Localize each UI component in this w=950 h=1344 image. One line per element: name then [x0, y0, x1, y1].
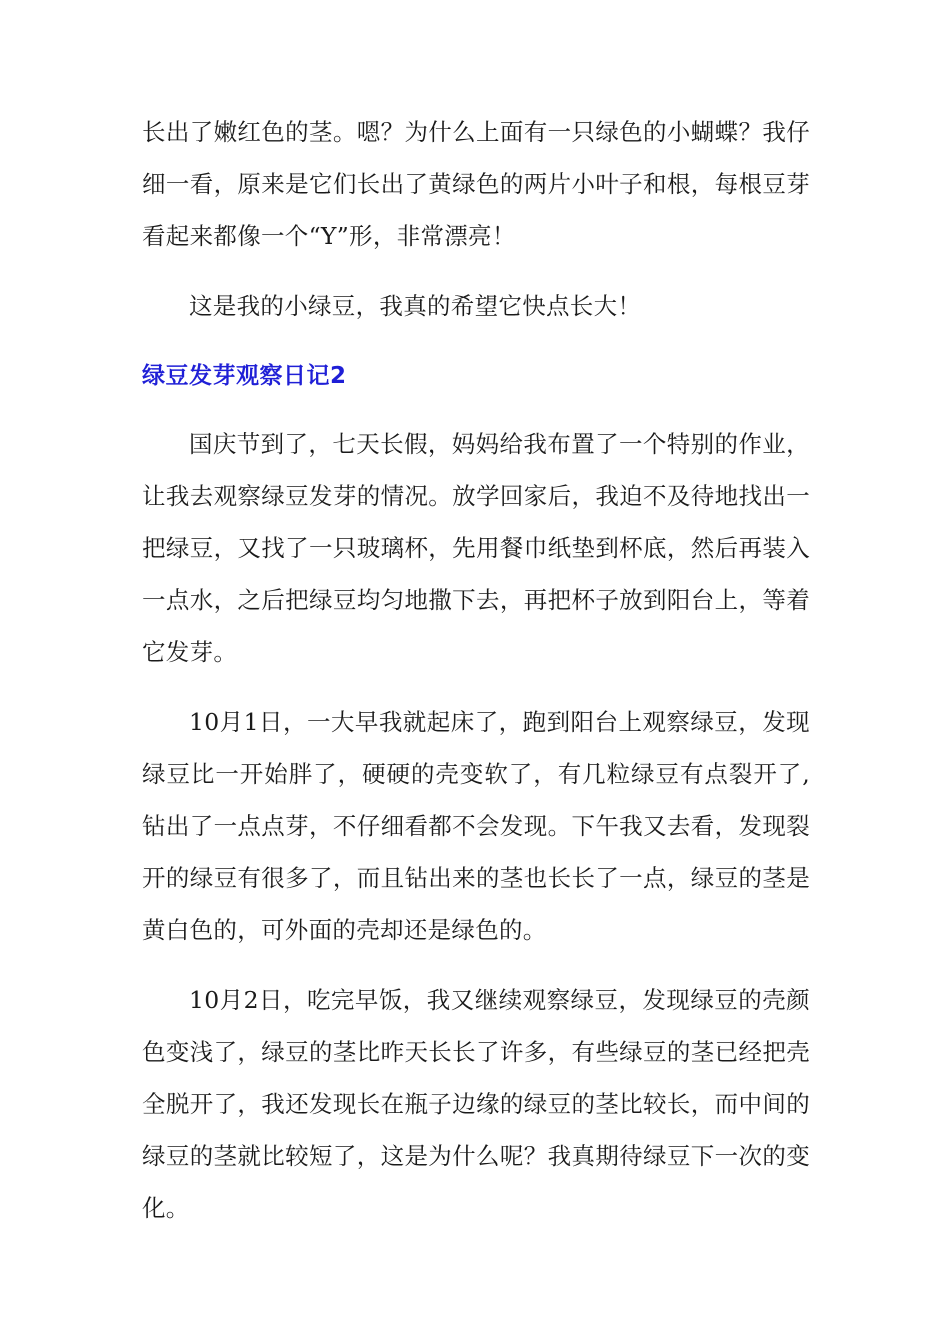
document-body — [142, 106, 810, 1252]
paragraph-day-1: 10月1日，一大早我就起床了，跑到阳台上观察绿豆，发现绿豆比一开始胖了，硬硬的壳变软了，有几粒绿豆有点裂开了,钻出了一点点芽，不仔细看都不会发现。下午我又去看，发现裂开的绿豆有很多了，而且钻出来的茎也长长了一点，绿豆的茎是黄白色的，可外面的壳却还是绿色的。 — [142, 708, 810, 944]
paragraph-day-2: 10月2日，吃完早饭，我又继续观察绿豆，发现绿豆的壳颜色变浅了，绿豆的茎比昨天长长了许多，有些绿豆的茎已经把壳全脱开了，我还发现长在瓶子边缘的绿豆的茎比较长，而中间的绿豆的茎就比较短了，这是为什么呢？我真期待绿豆下一次的变化。 — [142, 986, 810, 1222]
paragraph-continued: 长出了嫩红色的茎。嗯？为什么上面有一只绿色的小蝴蝶？我仔细一看，原来是它们长出了黄绿色的两片小叶子和根，每根豆芽看起来都像一个“Y”形，非常漂亮！ — [142, 118, 810, 250]
section-heading: 绿豆发芽观察日记2 — [142, 363, 347, 389]
paragraph-closing: 这是我的小绿豆，我真的希望它快点长大！ — [189, 292, 642, 320]
paragraph-intro: 国庆节到了，七天长假，妈妈给我布置了一个特别的作业，让我去观察绿豆发芽的情况。放学回家后，我迫不及待地找出一把绿豆，又找了一只玻璃杯，先用餐巾纸垫到杯底，然后再装入一点水，之后把绿豆均匀地撒下去，再把杯子放到阳台上，等着它发芽。 — [142, 430, 810, 666]
